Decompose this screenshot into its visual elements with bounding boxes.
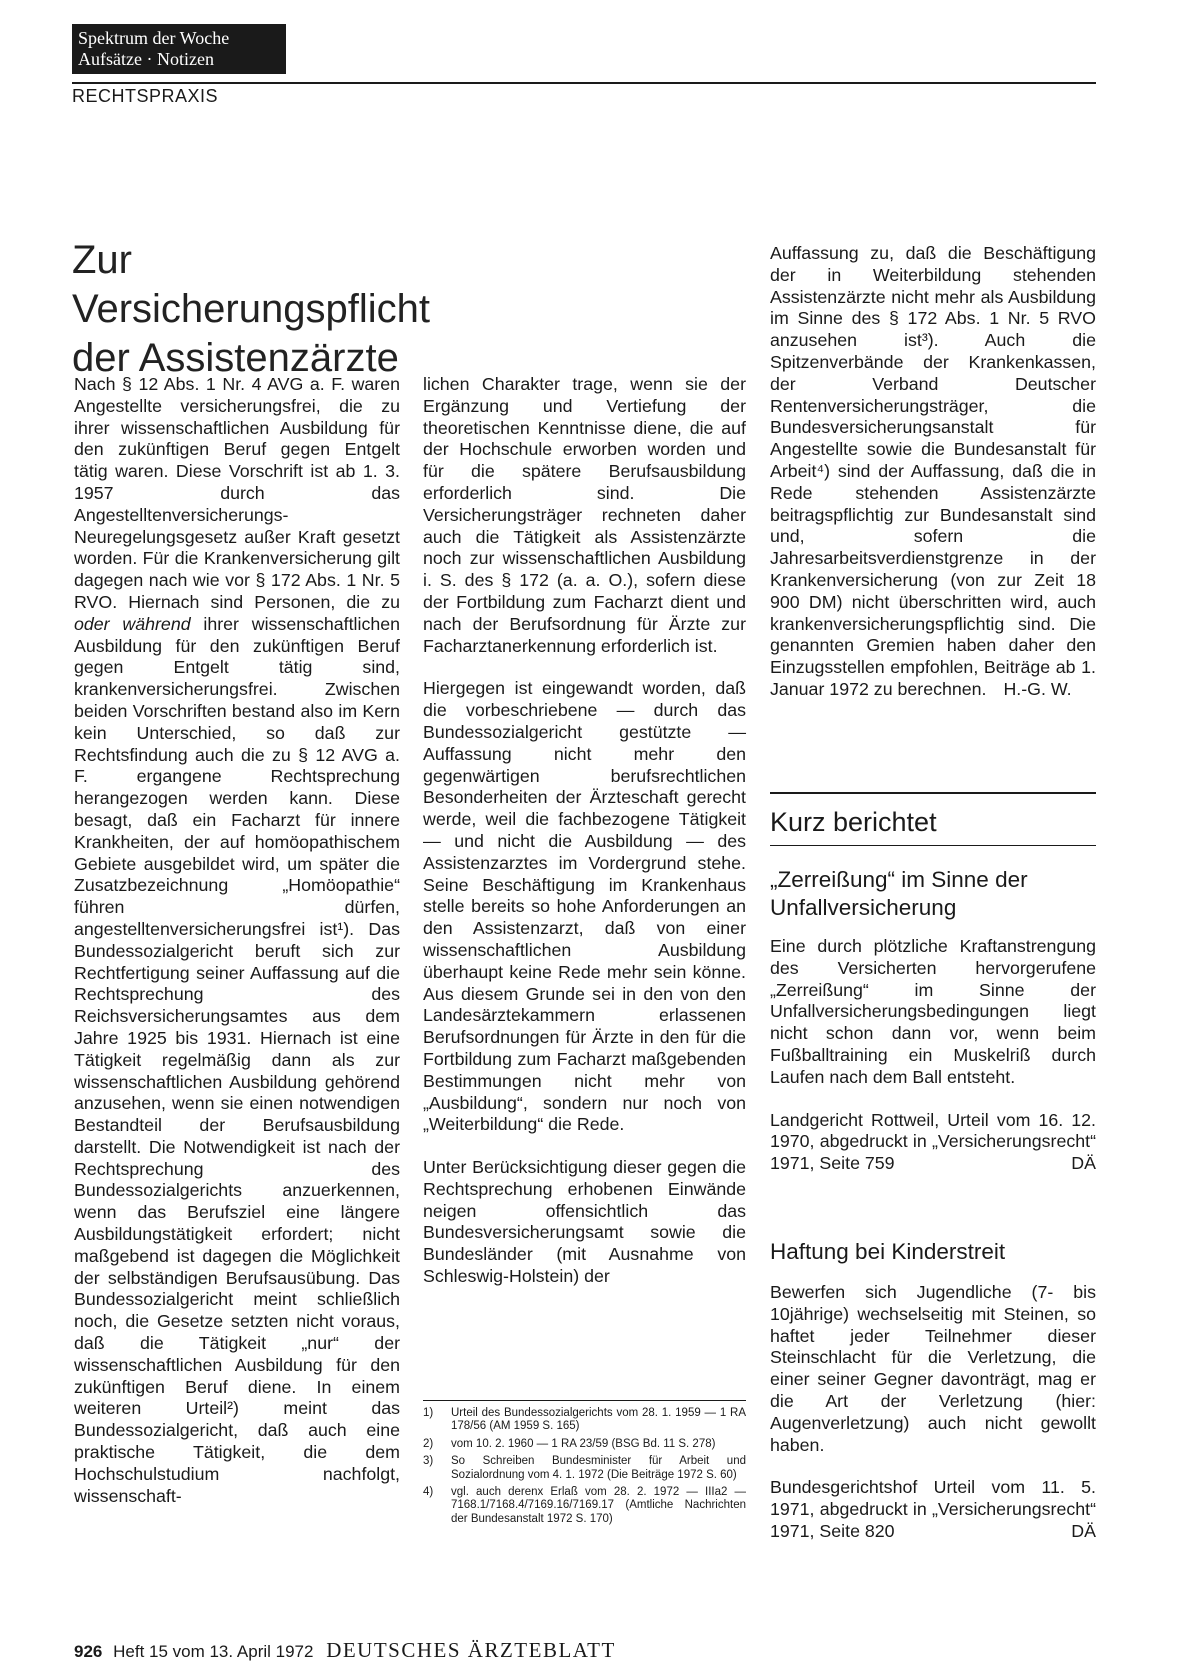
page-footer — [74, 1638, 616, 1663]
footnote — [423, 1407, 746, 1434]
footnote — [423, 1486, 746, 1526]
article-paragraph — [74, 374, 400, 1507]
footnote-number: 3) — [423, 1455, 434, 1468]
news-item-body — [770, 1282, 1096, 1543]
article-paragraph: lichen Charakter trage, wenn sie der Ergänzung und Vertiefung der theoretischen Kenntnisse diene, die auf der Hochschule erworben worden und für die spätere Berufsausbildung erforderlich sind. Die Versicherungsträger rechneten daher auch die Tätigkeit als Assistenzärzte noch zur wissenschaftlichen Ausbildung i. S. des § 172 (a. a. O.), sofern diese der Fortbildung zum Facharzt dient und nach der Berufsordnung für Ärzte zur Facharztanerkennung erforderlich ist. — [423, 374, 746, 656]
article-emphasis: während — [122, 613, 191, 634]
article-text: ihrer wissenschaftlichen Ausbildung für den zukünftigen Beruf gegen Entgelt tätig sind, krankenversicherungsfrei. Zwischen beiden Vorschriften bestand also im Kern kein Unterschied, so daß zur Rechtsfindung auch die zu § 12 AVG a. F. ergangene Rechtsprechung herangezogen werden kann. Diese besagt, daß ein Facharzt für innere Krankheiten, der auf homöopathischem Gebiete ausgebildet wird, um später die Zusatzbezeichnung „Homöopathie“ führen dürfen, angestelltenversicherungsfrei ist¹). Das Bundessozialgericht beruft sich zur Rechtfertigung seiner Auffassung auf die Rechtsprechung des Reichsversicherungsamtes aus dem Jahre 1925 bis 1931. Hiernach ist eine Tätigkeit regelmäßig dann als zur wissenschaftlichen Ausbildung gehörend anzusehen, wenn sie einen notwendigen Bestandteil der Berufsausbildung darstellt. Die Notwendigkeit ist nach der Rechtsprechung des Bundessozialgerichts anzuerkennen, wenn das Berufsziel eine längere Ausbildungstätigkeit erfordert; nicht maßgebend ist dagegen die Möglichkeit der selbständigen Berufsausübung. Das Bundessozialgericht meint schließlich noch, die Gesetze setzten nicht voraus, daß die Tätigkeit „nur“ der wissenschaftlichen Ausbildung für den zukünftigen Beruf diene. In einem weiteren Urteil²) meint das Bundessozialgericht, daß auch eine praktische Tätigkeit, die dem Hochschulstudium nachfolgt, wissenschaft- — [74, 613, 400, 1506]
footnote — [423, 1438, 746, 1451]
section-rule — [770, 845, 1096, 846]
article-text: Nach § 12 Abs. 1 Nr. 4 AVG a. F. waren Angestellte versicherungsfrei, die zu ihrer wissenschaftlichen Ausbildung für den zukünftigen Beruf gegen Entgelt tätig waren. Diese Vorschrift ist ab 1. 3. 1957 durch das Angestelltenversicherungs-Neuregelungsgesetz außer Kraft gesetzt worden. Für die Krankenversicherung gilt dagegen nach wie vor § 172 Abs. 1 Nr. 5 RVO. Hiernach sind Personen, die zu — [74, 374, 400, 612]
news-item-signature: DÄ — [1071, 1153, 1096, 1174]
article-column-3 — [770, 243, 1096, 701]
section-badge-line2: Aufsätze · Notizen — [78, 49, 214, 69]
news-item-citation: Landgericht Rottweil, Urteil vom 16. 12. 1970, abgedruckt in „Versicherungsrecht“ 1971, Seite 759 — [770, 1109, 1096, 1174]
news-item-title: Haftung bei Kinderstreit — [770, 1239, 1006, 1264]
footnote — [423, 1455, 746, 1482]
news-item-text: Eine durch plötzliche Kraftanstrengung des Versicherten hervorgerufene „Zerreißung“ im Sinne der Unfallversicherungsbedingungen liegt nicht schon dann vor, wenn beim Fußballtraining ein Muskelriß durch Laufen nach dem Ball entsteht. — [770, 936, 1096, 1087]
article-emphasis: oder — [74, 613, 110, 634]
footnote-text: vgl. auch derenx Erlaß vom 28. 2. 1972 — IIIa2 — 7168.1/7168.4/7169.16/7169.17 (Amtliche Nachrichten der Bundesanstalt 1972 S. 170) — [451, 1486, 746, 1525]
footnote-text: So Schreiben Bundesminister für Arbeit und Sozialordnung vom 4. 1. 1972 (Die Beiträge 1972 S. 60) — [451, 1455, 746, 1481]
news-item-title: „Zerreißung“ im Sinne der Unfallversicherung — [770, 867, 1028, 920]
news-item-text: Bewerfen sich Jugendliche (7- bis 10jährige) wechselseitig mit Steinen, so haftet jeder Teilnehmer dieser Steinschlacht für die Verletzung, die einer seiner Gegner davonträgt, mag er die Art der Verletzung (hier: Augenverletzung) auch nicht gewollt haben. — [770, 1282, 1096, 1455]
footnote-text: vom 10. 2. 1960 — 1 RA 23/59 (BSG Bd. 11 S. 278) — [451, 1437, 716, 1450]
news-item-citation: Bundesgerichtshof Urteil vom 11. 5. 1971, abgedruckt in „Versicherungsrecht“ 1971, Seite 820 — [770, 1477, 1096, 1541]
footnote-number: 1) — [423, 1407, 434, 1419]
article-paragraph: Unter Berücksichtigung dieser gegen die Rechtsprechung erhobenen Einwände neigen offensichtlich das Bundesversicherungsamt sowie die Bundesländer (mit Ausnahme von Schleswig-Holstein) der — [423, 1157, 746, 1287]
section-rule — [770, 792, 1096, 794]
article-column-2 — [423, 374, 746, 1288]
section-badge-line1: Spektrum der Woche — [78, 28, 230, 48]
footnote-number: 2) — [423, 1437, 434, 1450]
article-title: Zur Versicherungspflicht der Assistenzärzte — [72, 238, 430, 380]
footnote-text: Urteil des Bundessozialgerichts vom 28. 1. 1959 — 1 RA 178/56 (AM 1959 S. 165) — [451, 1407, 746, 1433]
news-item-source — [770, 1110, 1096, 1175]
article-column-1 — [74, 374, 400, 1507]
footnote-number: 4) — [423, 1486, 434, 1499]
news-item-signature: DÄ — [1071, 1520, 1096, 1541]
page-number: 926 — [74, 1642, 103, 1661]
kurz-berichtet-heading: Kurz berichtet — [770, 807, 937, 837]
news-item-body — [770, 936, 1096, 1175]
article-paragraph: Hiergegen ist eingewandt worden, daß die vorbeschriebene — durch das Bundessozialgericht gestützte — Auffassung nicht mehr den gegenwärtigen berufsrechtlichen Besonderheiten der Ärzteschaft gerecht werde, weil die fachbezogene Tätigkeit — und nicht die Ausbildung — des Assistenzarztes im Vordergrund stehe. Seine Beschäftigung im Krankenhaus stelle bereits so hohe Anforderungen an den Assistenzarzt, daß von einer wissenschaftlichen Ausbildung überhaupt keine Rede mehr sein könne. Aus diesem Grunde sei in den von den Landesärztekammern erlassenen Berufsordnungen für Ärzte in den für die Fortbildung zum Facharzt maßgebenden Bestimmungen nicht mehr von „Ausbildung“, sondern nur noch von „Weiterbildung“ die Rede. — [423, 678, 746, 1135]
author-initials: H.-G. W. — [1003, 678, 1072, 699]
journal-name: DEUTSCHES ÄRZTEBLATT — [326, 1638, 616, 1662]
rubric-rule — [72, 82, 1096, 84]
article-text: Auffassung zu, daß die Beschäftigung der in Weiterbildung stehenden Assistenzärzte nicht mehr als Ausbildung im Sinne des § 172 Abs. 1 Nr. 5 RVO anzusehen ist³). Auch die Spitzenverbände der Krankenkassen, der Verband Deutscher Rentenversicherungsträger, die Bundesversicherungsanstalt für Angestellte sowie die Bundesanstalt für Arbeit⁴) sind der Auffassung, daß die in Rede stehenden Assistenzärzte beitragspflichtig zur Bundesanstalt sind und, sofern die Jahresarbeitsverdienstgrenze in der Krankenversicherung (von zur Zeit 18 900 DM) nicht überschritten wird, auch krankenversicherungspflichtig sind. Die genannten Gremien haben daher den Einzugsstellen empfohlen, Beiträge ab 1. Januar 1972 zu berechnen. — [770, 243, 1096, 699]
article-paragraph — [770, 243, 1096, 701]
section-badge — [72, 24, 286, 74]
news-item-source — [770, 1477, 1096, 1542]
footnotes — [423, 1400, 746, 1530]
rubric-label: RECHTSPRAXIS — [72, 86, 219, 106]
issue-info: Heft 15 vom 13. April 1972 — [113, 1642, 314, 1661]
